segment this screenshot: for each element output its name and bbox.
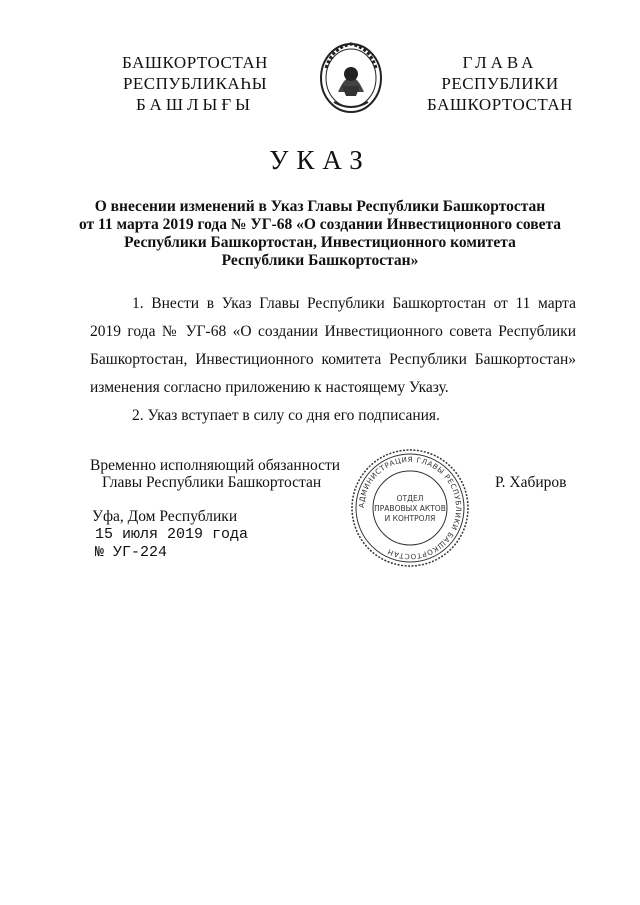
header-right-line-1: ГЛАВА [462, 53, 538, 72]
header-bashkir [100, 52, 290, 115]
decree-body [90, 290, 576, 430]
stamp-center-line: И КОНТРОЛЯ [384, 514, 436, 523]
stamp-ring-text: АДМИНИСТРАЦИЯ ГЛАВЫ РЕСПУБЛИКИ БАШКОРТОСТАН [356, 454, 464, 562]
signatory-name: Р. Хабиров [495, 474, 567, 491]
paragraph-1-line: изменения согласно приложению к настоящему Указу. [90, 379, 449, 396]
issue-date: 15 июля 2019 года [95, 526, 249, 543]
decree-subject [60, 198, 580, 270]
subject-line: Республики Башкортостан, Инвестиционного комитета [124, 234, 516, 251]
stamp-center-line: ПРАВОВЫХ АКТОВ [374, 504, 446, 513]
paragraph-2: 2. Указ вступает в силу со дня его подписания. [132, 407, 440, 424]
issue-place: Уфа, Дом Республики [92, 508, 238, 525]
header-russian [405, 52, 595, 115]
paragraph-1-line: 2019 года № УГ-68 «О создании Инвестиционного совета Республики [90, 323, 576, 340]
signatory-position-line-1: Временно исполняющий обязанности [90, 457, 341, 474]
subject-line: О внесении изменений в Указ Главы Республики Башкортостан [94, 198, 546, 215]
official-stamp-icon [348, 446, 472, 570]
header-right-line-2: РЕСПУБЛИКИ [441, 74, 559, 93]
document-title: УКАЗ [269, 145, 371, 175]
decree-number: № УГ-224 [95, 544, 168, 561]
header-left-line-1: БАШКОРТОСТАН [122, 53, 268, 72]
header-left-line-3: БАШЛЫҒЫ [136, 95, 254, 114]
stamp-center-line: ОТДЕЛ [396, 494, 424, 503]
subject-line: Республики Башкортостан» [221, 252, 419, 269]
header-left-line-2: РЕСПУБЛИКАҺЫ [122, 74, 268, 93]
signatory-position-line-2: Главы Республики Башкортостан [102, 474, 322, 491]
paragraph-1-line: 1. Внести в Указ Главы Республики Башкортостан от 11 марта [132, 295, 576, 312]
subject-line: от 11 марта 2019 года № УГ-68 «О создании Инвестиционного совета [78, 216, 562, 233]
paragraph-1 [90, 290, 576, 402]
header-right-line-3: БАШКОРТОСТАН [427, 95, 573, 114]
paragraph-1-line: Башкортостан, Инвестиционного комитета Республики Башкортостан» [90, 351, 576, 368]
coat-of-arms-icon [312, 38, 390, 118]
